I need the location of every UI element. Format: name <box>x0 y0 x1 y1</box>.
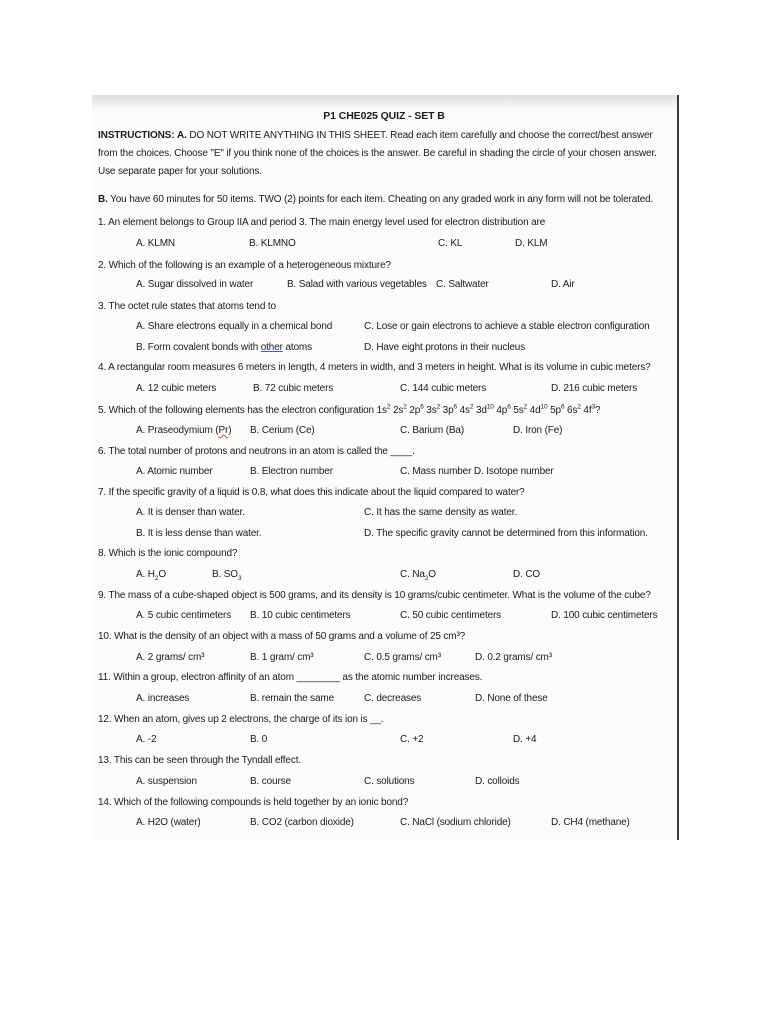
q5-stem: 5. Which of the following elements has the electron configuration <box>98 405 374 416</box>
cfg-4f: 4f <box>583 405 592 416</box>
q1-choice-a: A. KLMN <box>136 238 175 249</box>
question-6: 6. The total number of protons and neutrons in an atom is called the ____. <box>98 446 415 457</box>
q9-choice-b: B. 10 cubic centimeters <box>250 610 351 621</box>
question-3: 3. The octet rule states that atoms tend to <box>98 301 276 312</box>
q7-choice-b: B. It is less dense than water. <box>136 528 262 539</box>
q14-choice-a: A. H2O (water) <box>136 817 201 828</box>
cfg-5p: 5p <box>550 405 561 416</box>
q8-b-so: B. SO <box>212 569 238 580</box>
q3-choice-b <box>136 341 312 354</box>
cfg-4p-exp: 6 <box>507 403 511 411</box>
cfg-4s-exp: 2 <box>469 403 474 411</box>
q4-choice-c: C. 144 cubic meters <box>400 383 487 394</box>
q11-choice-b: B. remain the same <box>250 693 335 704</box>
cfg-3s-exp: 2 <box>436 403 441 411</box>
q1-choice-c: C. KL <box>438 238 463 249</box>
cfg-2p-exp: 6 <box>420 403 424 411</box>
cfg-4d: 4d <box>529 405 541 416</box>
q5-choice-a <box>136 424 231 437</box>
q3-choice-b-text: B. Form covalent bonds with <box>136 342 259 353</box>
instructions-b-label: B. <box>98 194 108 205</box>
q8-choice-c <box>400 568 436 581</box>
electron-configuration <box>377 405 601 416</box>
q8-a-h: A. H <box>136 569 155 580</box>
q8-b-sub: 3 <box>237 575 242 582</box>
q2-choice-b: B. Salad with various vegetables <box>287 279 427 290</box>
cfg-5s-exp: 2 <box>523 403 528 411</box>
cfg-2s-exp: 2 <box>403 403 407 411</box>
instructions-label: INSTRUCTIONS: <box>98 130 175 141</box>
scan-shadow <box>92 95 678 109</box>
q14-choice-b: B. CO2 (carbon dioxide) <box>250 817 354 828</box>
q3-choice-c: C. Lose or gain electrons to achieve a stable electron configuration <box>364 321 650 332</box>
cfg-4d-exp: 10 <box>540 403 548 411</box>
q7-choice-c: C. It has the same density as water. <box>364 507 518 518</box>
q8-choice-d: D. CO <box>513 569 541 580</box>
q10-choice-a: A. 2 grams/ cm³ <box>136 652 205 663</box>
cfg-6s: 6s <box>567 405 578 416</box>
q11-choice-c: C. decreases <box>364 693 422 704</box>
q2-choice-c: C. Saltwater <box>436 279 489 290</box>
q4-choice-a: A. 12 cubic meters <box>136 383 217 394</box>
q8-a-o: O <box>158 569 166 580</box>
q1-choice-b: B. KLMNO <box>249 238 296 249</box>
cfg-5p-exp: 6 <box>560 403 565 411</box>
q5-choice-c: C. Barium (Ba) <box>400 425 465 436</box>
q12-choice-c: C. +2 <box>400 734 424 745</box>
q6-choice-b: B. Electron number <box>250 466 333 477</box>
q7-choice-a: A. It is denser than water. <box>136 507 245 518</box>
q2-choice-d: D. Air <box>551 279 575 290</box>
quiz-title: P1 CHE025 QUIZ - SET B <box>323 110 445 122</box>
cfg-5s: 5s <box>513 405 524 416</box>
q12-choice-a: A. -2 <box>136 734 157 745</box>
cfg-3p: 3p <box>442 405 454 416</box>
q12-choice-d: D. +4 <box>513 734 537 745</box>
question-2: 2. Which of the following is an example of a heterogeneous mixture? <box>98 260 391 271</box>
cfg-3p-exp: 6 <box>453 403 457 411</box>
cfg-1s: 1s <box>376 405 387 416</box>
q3-choice-d: D. Have eight protons in their nucleus <box>364 342 526 353</box>
cfg-4s: 4s <box>459 405 470 416</box>
cfg-1s-exp: 2 <box>386 403 391 411</box>
cfg-4f-exp: 3 <box>591 403 595 411</box>
q11-choice-d: D. None of these <box>475 693 548 704</box>
q2-choice-a: A. Sugar dissolved in water <box>136 279 254 290</box>
q7-choice-d: D. The specific gravity cannot be determined from this information. <box>364 528 648 539</box>
q8-c-na: C. Na <box>400 569 425 580</box>
q13-choice-c: C. solutions <box>364 776 415 787</box>
question-4: 4. A rectangular room measures 6 meters in length, 4 meters in width, and 3 meters in height. What is its volume in cubic meters? <box>98 362 651 373</box>
cfg-6s-exp: 2 <box>577 403 581 411</box>
question-13: 13. This can be seen through the Tyndall effect. <box>98 755 301 766</box>
q14-choice-d: D. CH4 (methane) <box>551 817 630 828</box>
question-10: 10. What is the density of an object with a mass of 50 grams and a volume of 25 cm³? <box>98 631 466 642</box>
q6-choice-c: C. Mass number D. Isotope number <box>400 466 554 477</box>
cfg-4p: 4p <box>496 405 508 416</box>
q3-choice-a: A. Share electrons equally in a chemical bond <box>136 321 333 332</box>
question-14: 14. Which of the following compounds is held together by an ionic bond? <box>98 797 409 808</box>
instructions-a-label: A. <box>177 130 187 141</box>
q8-a-sub: 2 <box>154 575 159 582</box>
q3-choice-b-end: atoms <box>285 342 312 353</box>
q11-choice-a: A. increases <box>136 693 190 704</box>
q12-choice-b: B. 0 <box>250 734 268 745</box>
question-7: 7. If the specific gravity of a liquid is 0.8, what does this indicate about the liquid compared to water? <box>98 487 525 498</box>
q8-choice-b <box>212 568 241 581</box>
instructions-a-text: Read each item carefully and choose the correct/best answer from the choices. Choose "E" if you think none of the choices is the answer. Be careful in shading the circle of your chosen answer. Use separate paper for your solutions. <box>98 130 657 177</box>
q9-choice-d: D. 100 cubic centimeters <box>551 610 658 621</box>
q9-choice-c: C. 50 cubic centimeters <box>400 610 502 621</box>
cfg-2s: 2s <box>392 405 404 416</box>
q10-choice-c: C. 0.5 grams/ cm³ <box>364 652 441 663</box>
cfg-3s: 3s <box>426 405 437 416</box>
q5-choice-a-symbol: Pr <box>218 425 229 436</box>
question-5 <box>98 404 674 417</box>
q14-choice-c: C. NaCl (sodium chloride) <box>400 817 511 828</box>
instructions-b <box>98 191 674 209</box>
q5-choice-a-close: ) <box>228 425 232 436</box>
question-8: 8. Which is the ionic compound? <box>98 548 238 559</box>
q3-choice-b-underlined: other <box>260 342 283 353</box>
q1-choice-d: D. KLM <box>515 238 548 249</box>
scan-edge-line <box>677 95 679 840</box>
q8-c-o: O <box>428 569 436 580</box>
q4-choice-b: B. 72 cubic meters <box>253 383 334 394</box>
q10-choice-d: D. 0.2 grams/ cm³ <box>475 652 552 663</box>
cfg-3d-exp: 10 <box>486 403 494 411</box>
q9-choice-a: A. 5 cubic centimeters <box>136 610 232 621</box>
q5-choice-b: B. Cerium (Ce) <box>250 425 315 436</box>
q8-choice-a <box>136 568 166 581</box>
q5-choice-a-text: A. Praseodymium ( <box>136 425 219 436</box>
q6-choice-a: A. Atomic number <box>136 466 213 477</box>
q4-choice-d: D. 216 cubic meters <box>551 383 638 394</box>
cfg-qmark: ? <box>594 405 601 416</box>
q13-choice-d: D. colloids <box>475 776 520 787</box>
instructions-a <box>98 127 674 181</box>
question-12: 12. When an atom, gives up 2 electrons, the charge of its ion is __. <box>98 714 384 725</box>
q10-choice-b: B. 1 gram/ cm³ <box>250 652 314 663</box>
cfg-2p: 2p <box>409 405 421 416</box>
instructions-b-text: You have 60 minutes for 50 items. TWO (2) points for each item. Cheating on any graded work in any form will not be tolerated. <box>110 194 654 205</box>
q13-choice-b: B. course <box>250 776 291 787</box>
cfg-3d: 3d <box>475 405 487 416</box>
instructions-a-bold: DO NOT WRITE ANYTHING IN THIS SHEET. <box>189 130 388 141</box>
question-11: 11. Within a group, electron affinity of an atom ________ as the atomic number increases. <box>98 672 483 683</box>
question-1: 1. An element belongs to Group IIA and period 3. The main energy level used for electron distribution are <box>98 217 546 228</box>
q5-choice-d: D. Iron (Fe) <box>513 425 563 436</box>
question-9: 9. The mass of a cube-shaped object is 500 grams, and its density is 10 grams/cubic centimeter. What is the volume of the cube? <box>98 590 651 601</box>
q8-c-sub: 2 <box>424 575 429 582</box>
q13-choice-a: A. suspension <box>136 776 197 787</box>
